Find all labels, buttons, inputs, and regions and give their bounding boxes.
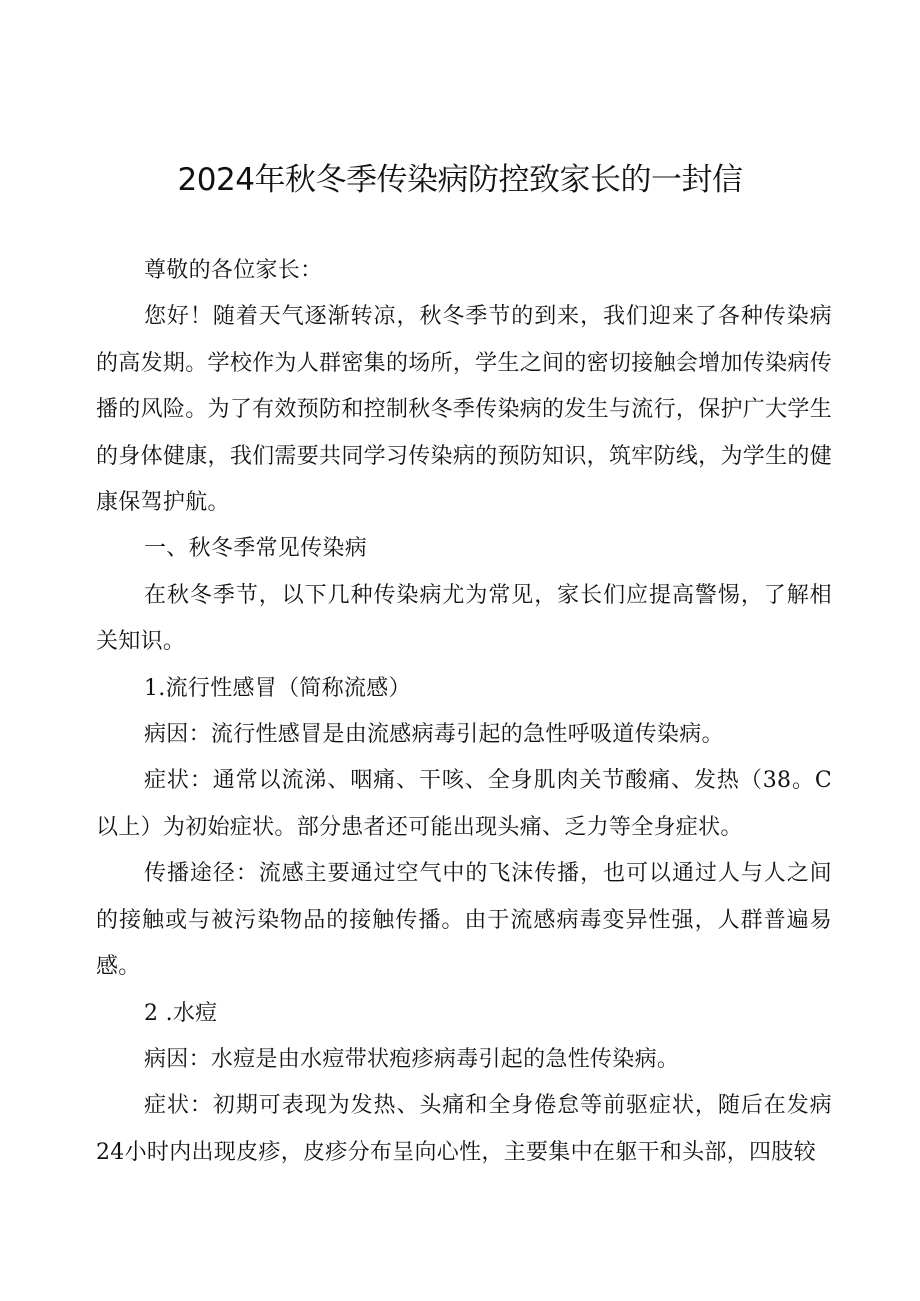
paragraph: 病因：水痘是由水痘带状疱疹病毒引起的急性传染病。 — [144, 1046, 680, 1072]
paragraph-intro: 在秋冬季节，以下几种传染病尤为常见，家长们应提高警惕，了解相关知识。 — [96, 582, 832, 655]
subsection-heading: 1.流行性感冒（简称流感） — [144, 675, 411, 701]
paragraph: 症状：通常以流涕、咽痛、干咳、全身肌肉关节酸痛、发热（38。C以上）为初始症状。部分患者还可能出现头痛、乏力等全身症状。 — [96, 768, 832, 840]
subsection-heading: 2 .水痘 — [144, 1000, 218, 1026]
paragraph: 病因：流行性感冒是由流感病毒引起的急性呼吸道传染病。 — [144, 722, 724, 748]
paragraph-greeting: 您好！随着天气逐渐转凉，秋冬季节的到来，我们迎来了各种传染病的高发期。学校作为人群密集的场所，学生之间的密切接触会增加传染病传播的风险。为了有效预防和控制秋冬季传染病的发生与流行，保护广大学生的身体健康，我们需要共同学习传染病的预防知识，筑牢防线，为学生的健康保驾护航。 — [96, 304, 832, 516]
salutation: 尊敬的各位家长： — [144, 258, 323, 283]
paragraph: 症状：初期可表现为发热、头痛和全身倦怠等前驱症状，随后在发病24小时内出现皮疹，皮疹分布呈向心性，主要集中在躯干和头部，四肢较 — [96, 1093, 832, 1165]
document-body — [96, 248, 832, 1176]
section-heading: 一、秋冬季常见传染病 — [144, 536, 368, 562]
paragraph: 传播途径：流感主要通过空气中的飞沫传播，也可以通过人与人之间的接触或与被污染物品的接触传播。由于流感病毒变异性强，人群普遍易感。 — [96, 861, 832, 980]
document-title: 2024年秋冬季传染病防控致家长的一封信 — [177, 162, 743, 198]
